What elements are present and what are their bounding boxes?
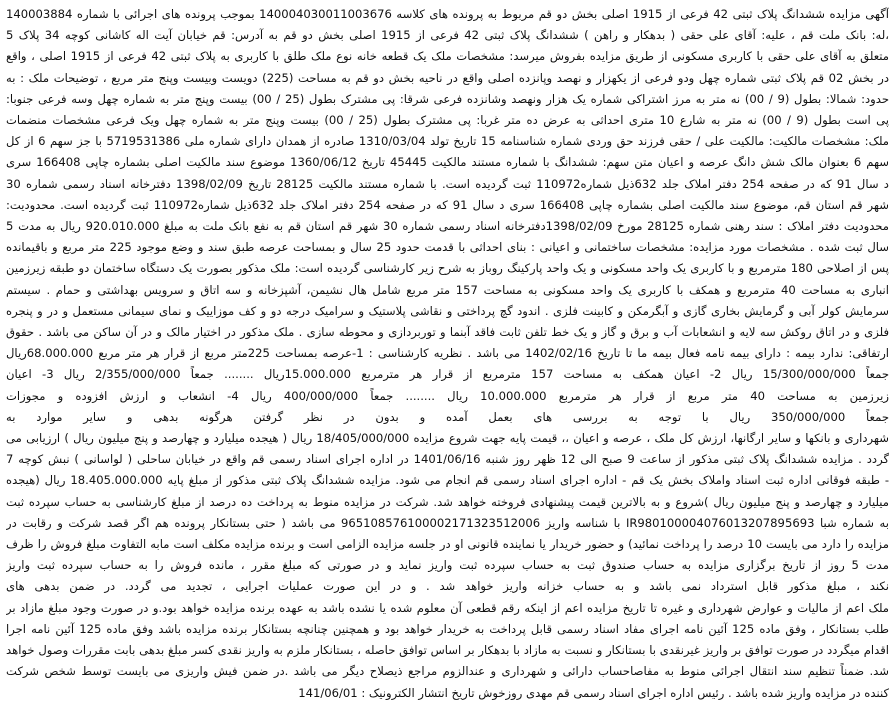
- notice-line: جمعاً 15/300/000/000 ریال 2- اعیان همکف به مساحت 157 مترمربع از قرار هر مترمربع 15.000.000ریال ........ جمعاً 2/355/000/000 ریال 3- اعیان: [6, 367, 889, 382]
- notice-line: سال ثبت شده . مشخصات مورد مزایده: مشخصات ساختمانی و اعیانی : بنای احداثی با قدمت حدود 25 سال و بمساحت عرصه طبق سند و وضع موجود 225 متر مربع و باقیمانده: [6, 240, 889, 255]
- notice-line: آگهی مزایده ششدانگ پلاک ثبتی 42 فرعی از 1915 اصلی بخش دو قم مربوط به پرونده های کلاسه 140004030011003676 بموجب پرونده های اجرائی با شماره 140003884: [6, 7, 889, 21]
- notice-line: مزایده را دارد می بایست 10 درصد را پرداخت نمائید) و حضور خریدار یا نماینده قانونی او در جلسه مزایده الزامی است و برنده مزایده مکلف است مابه التفاوت مبلغ فروش را ظرف: [6, 537, 889, 552]
- notice-line: شهرداری و بانکها و سایر ارگانها، ارزش کل ملک ، عرصه و اعیان ،، قیمت پایه جهت شروع مزایده 18/405/000/000 ریال ( هیجده میلیارد و چهارصد و پنج میلیون ریال ) ارزیابی می: [6, 431, 889, 446]
- notice-line: ارتفاقی: ندارد بیمه : دارای بیمه نامه فعال بیمه ما تا تاریخ 1402/02/16 می باشد . نظریه کارشناسی : 1-عرصه بمساحت 225متر مربع از قرار هر متر مربع 68.000.000ریال: [6, 346, 889, 361]
- notice-line: ،له: بانک ملت قم ، علیه: آقای علی حقی ( بدهکار و راهن ) ششدانگ پلاک ثبتی 42 فرعی از 1915 اصلی بخش دو قم به آدرس: قم خیابان آیت اله کاشانی کوچه 34 پلاک 5: [6, 28, 889, 43]
- notice-line: طلب بستانکار ، وفق ماده 125 آئین نامه اجرای مفاد اسناد رسمی قابل پرداخت به خریدار خواهد بود و همچنین چنانچه بستانکار برنده مزایده باشد وفق ماده 125 آئین نامه اجرا: [6, 621, 889, 636]
- notice-line: شد. ضمناً تنظیم سند انتقال اجرائی منوط به مفاصاحساب دارائی و شهرداری و عندالزوم مراجع ذیصلاح دیگر می باشد .در ضمن فیش واریزی می بایست توسط شخص شرکت: [6, 664, 889, 679]
- notice-line: ملک اعم از مالیات و عوارض شهرداری و غیره تا تاریخ مزایده اعم از اینکه رقم قطعی آن معلوم شده یا نشده باشد به عهده برنده مزایده خواهد بود.و در صورت وجود مبلغ مازاد بر: [6, 600, 889, 615]
- notice-line: گردد . مزایده ششدانگ پلاک ثبتی مذکور از ساعت 9 صبح الی 12 ظهر روز شنبه 1401/06/16 در اداره اجرای اسناد رسمی قم واقع در خیابان ساحلی ( لواسانی ) نبش کوچه 7: [6, 452, 889, 467]
- notice-line: ملک: مشخصات مالکیت: مالکیت علی / حقی فرزند حق وردی شماره شناسنامه 15 تاریخ تولد 1310/03/04 صادره از همدان دارای شماره ملی 5719531386 با جز سهم 6 از کل: [6, 134, 889, 149]
- notice-line: کننده در مزایده واریز شده باشد . رئیس اداره اجرای اسناد رسمی قم مهدی روزخوش تاریخ انتشار الکترونیک : 141/06/01: [298, 685, 889, 700]
- notice-line: مدت 5 روز از تاریخ برگزاری مزایده به حساب صندوق ثبت به حساب سپرده ثبت واریز نماید و در صورتی که مبلغ مقرر ، مانده فروش را به حساب سپرده ثبت واریز: [6, 558, 889, 573]
- notice-line: شهر قم استان قم، موضوع سند مالکیت اصلی بشماره چاپی 166408 سری د سال 91 که در صفحه 254 دفتر املاک جلد 632ذیل شماره110972 ثبت گردیده است. محدودیت:: [6, 197, 889, 212]
- notice-line: اقدام میگردد در صورت توافق بر واریز غیرنقدی با بستانکار و نسبت به مازاد با بدهکار بر اساس توافق حاصله ، بستانکار ملزم به واریز نقدی کسر مبلغ بدهی بابت مقررات وصول خواهد: [6, 643, 889, 658]
- notice-line: حدود: شمالا: بطول (9 / 00) نه متر به مرز اشتراکی شماره یک هزار ونهصد وشانزده فرعی شرقا: پی مشترک بطول (25 / 00) بیست وپنج متر به شماره چهل وسه فرعی جنوبا:: [6, 91, 889, 106]
- notice-line: انباری به مساحت 40 مترمربع و همکف با کاربری یک واحد مسکونی به مساحت 157 متر مربع شامل هال نشیمن، آشپزخانه و سه اتاق و سرویس بهداشتی و حمام . سیستم: [6, 282, 889, 297]
- notice-line: محدودیت دفتر املاک : سند رهنی شماره 28125 مورخ 1398/02/09دفترخانه اسناد رسمی شماره 30 شهر قم استان قم به نفع بانک ملت به مبلغ 920.010.000 ریال به مدت 5: [6, 219, 889, 234]
- notice-line: - طبقه فوقانی اداره ثبت اسناد واملاک بخش یک قم - اداره اجرای اسناد رسمی قم انجام می شود. مزایده ششدانگ پلاک ثبتی مذکور از مبلغ پایه 18.405.000.000 ریال (هیجده: [6, 473, 889, 488]
- notice-line: متعلق به آقای علی حقی با کاربری مسکونی از طریق مزایده بفروش میرسد: مشخصات ملک یک قطعه خانه نوع ملک طلق با کاربری به پلاک ثبتی 42 فرعی از 1915 اصلی ، واقع: [6, 49, 889, 64]
- notice-line: میلیارد و چهارصد و پنج میلیون ریال )شروع و به بالاترین قیمت پیشنهادی فروخته خواهد شد. شرکت در مزایده منوط به پرداخت ده درصد از مبلغ کارشناسی به حساب سپرده ثبت: [6, 494, 889, 509]
- notice-line: در بخش 02 قم پلاک ثبتی شماره چهل ودو فرعی از یکهزار و نهصد وپانزده اصلی واقع در ناحیه بخش دو قم به مساحت (225) دویست وبیست وپنج متر مربع ، توضیحات ملک : به: [6, 70, 889, 85]
- notice-line: جمعاً 350/000/000 ریال با توجه به بررسی های بعمل آمده و بدون در نظر گرفتن هرگونه بدهی و سایر موارد به: [6, 409, 889, 424]
- notice-line: سرمایش کولر آبی و گرمایش بخاری گازی و آبگرمکن و کابینت فلزی . اندود گچ پرداختی و نقاشی پلاستیک و سرامیک درجه دو و کف موزاییک و نمای سیمانی مستعمل و در و پنجره: [6, 303, 889, 318]
- notice-line: نکند ، مبلغ مذکور قابل استرداد نمی باشد و به حساب خزانه واریز خواهد شد . و در این صورت عملیات اجرایی ، تجدید می گردد. در ضمن بدهی های: [6, 579, 889, 594]
- notice-line: به شماره شبا IR980100004076013207895693 با شناسه واریز 965108576100002171323512006 می باشد ( حتی بستانکار پرونده هم اگر قصد شرکت و رقابت در: [6, 515, 889, 530]
- notice-line: فلزی و در اتاق روکش سه لایه و انشعابات آب و برق و گاز و یک خط تلفن ثابت فاقد آبنما و توربردازی و محوطه سازی . ملک مذکور در اختیار مالک و در آن ساکن می باشد . حقوق: [6, 325, 889, 340]
- notice-line: پس از اصلاحی 180 مترمربع و با کاربری یک واحد مسکونی و یک واحد پارکینگ روباز به شرح زیر کارشناسی گردیده است: ملک مذکور بصورت یک دستگاه ساختمان دو طبقه زیرزمین: [6, 261, 889, 276]
- notice-line: د سال 91 که در صفحه 254 دفتر املاک جلد 632ذیل شماره110972 ثبت گردیده است. با شماره مستند مالکیت 28125 تاریخ 1398/02/09 دفترخانه اسناد رسمی شماره 30: [6, 176, 889, 191]
- notice-line: زیرزمین به مساحت 40 متر مربع از قرار هر مترمربع 10.000.000 ریال ........ جمعاً 400/000/000 ریال 4- انشعاب و ارزش افزوده و مجوزات: [6, 388, 889, 403]
- notice-line: سهم 6 بعنوان مالک شش دانگ عرصه و اعیان متن سهم: ششدانگ با شماره مستند مالکیت 45445 تاریخ 1360/06/12 موضوع سند مالکیت اصلی بشماره چاپی 166408 سری: [6, 155, 889, 170]
- notice-line: پی است بطول (9 / 00) نه متر به شارع 10 متری احداثی به عرض ده متر غربا: پی مشترک بطول (25 / 00) بیست وپنج متر به شماره چهل ویک فرعی مشخصات منضمات: [6, 113, 889, 128]
